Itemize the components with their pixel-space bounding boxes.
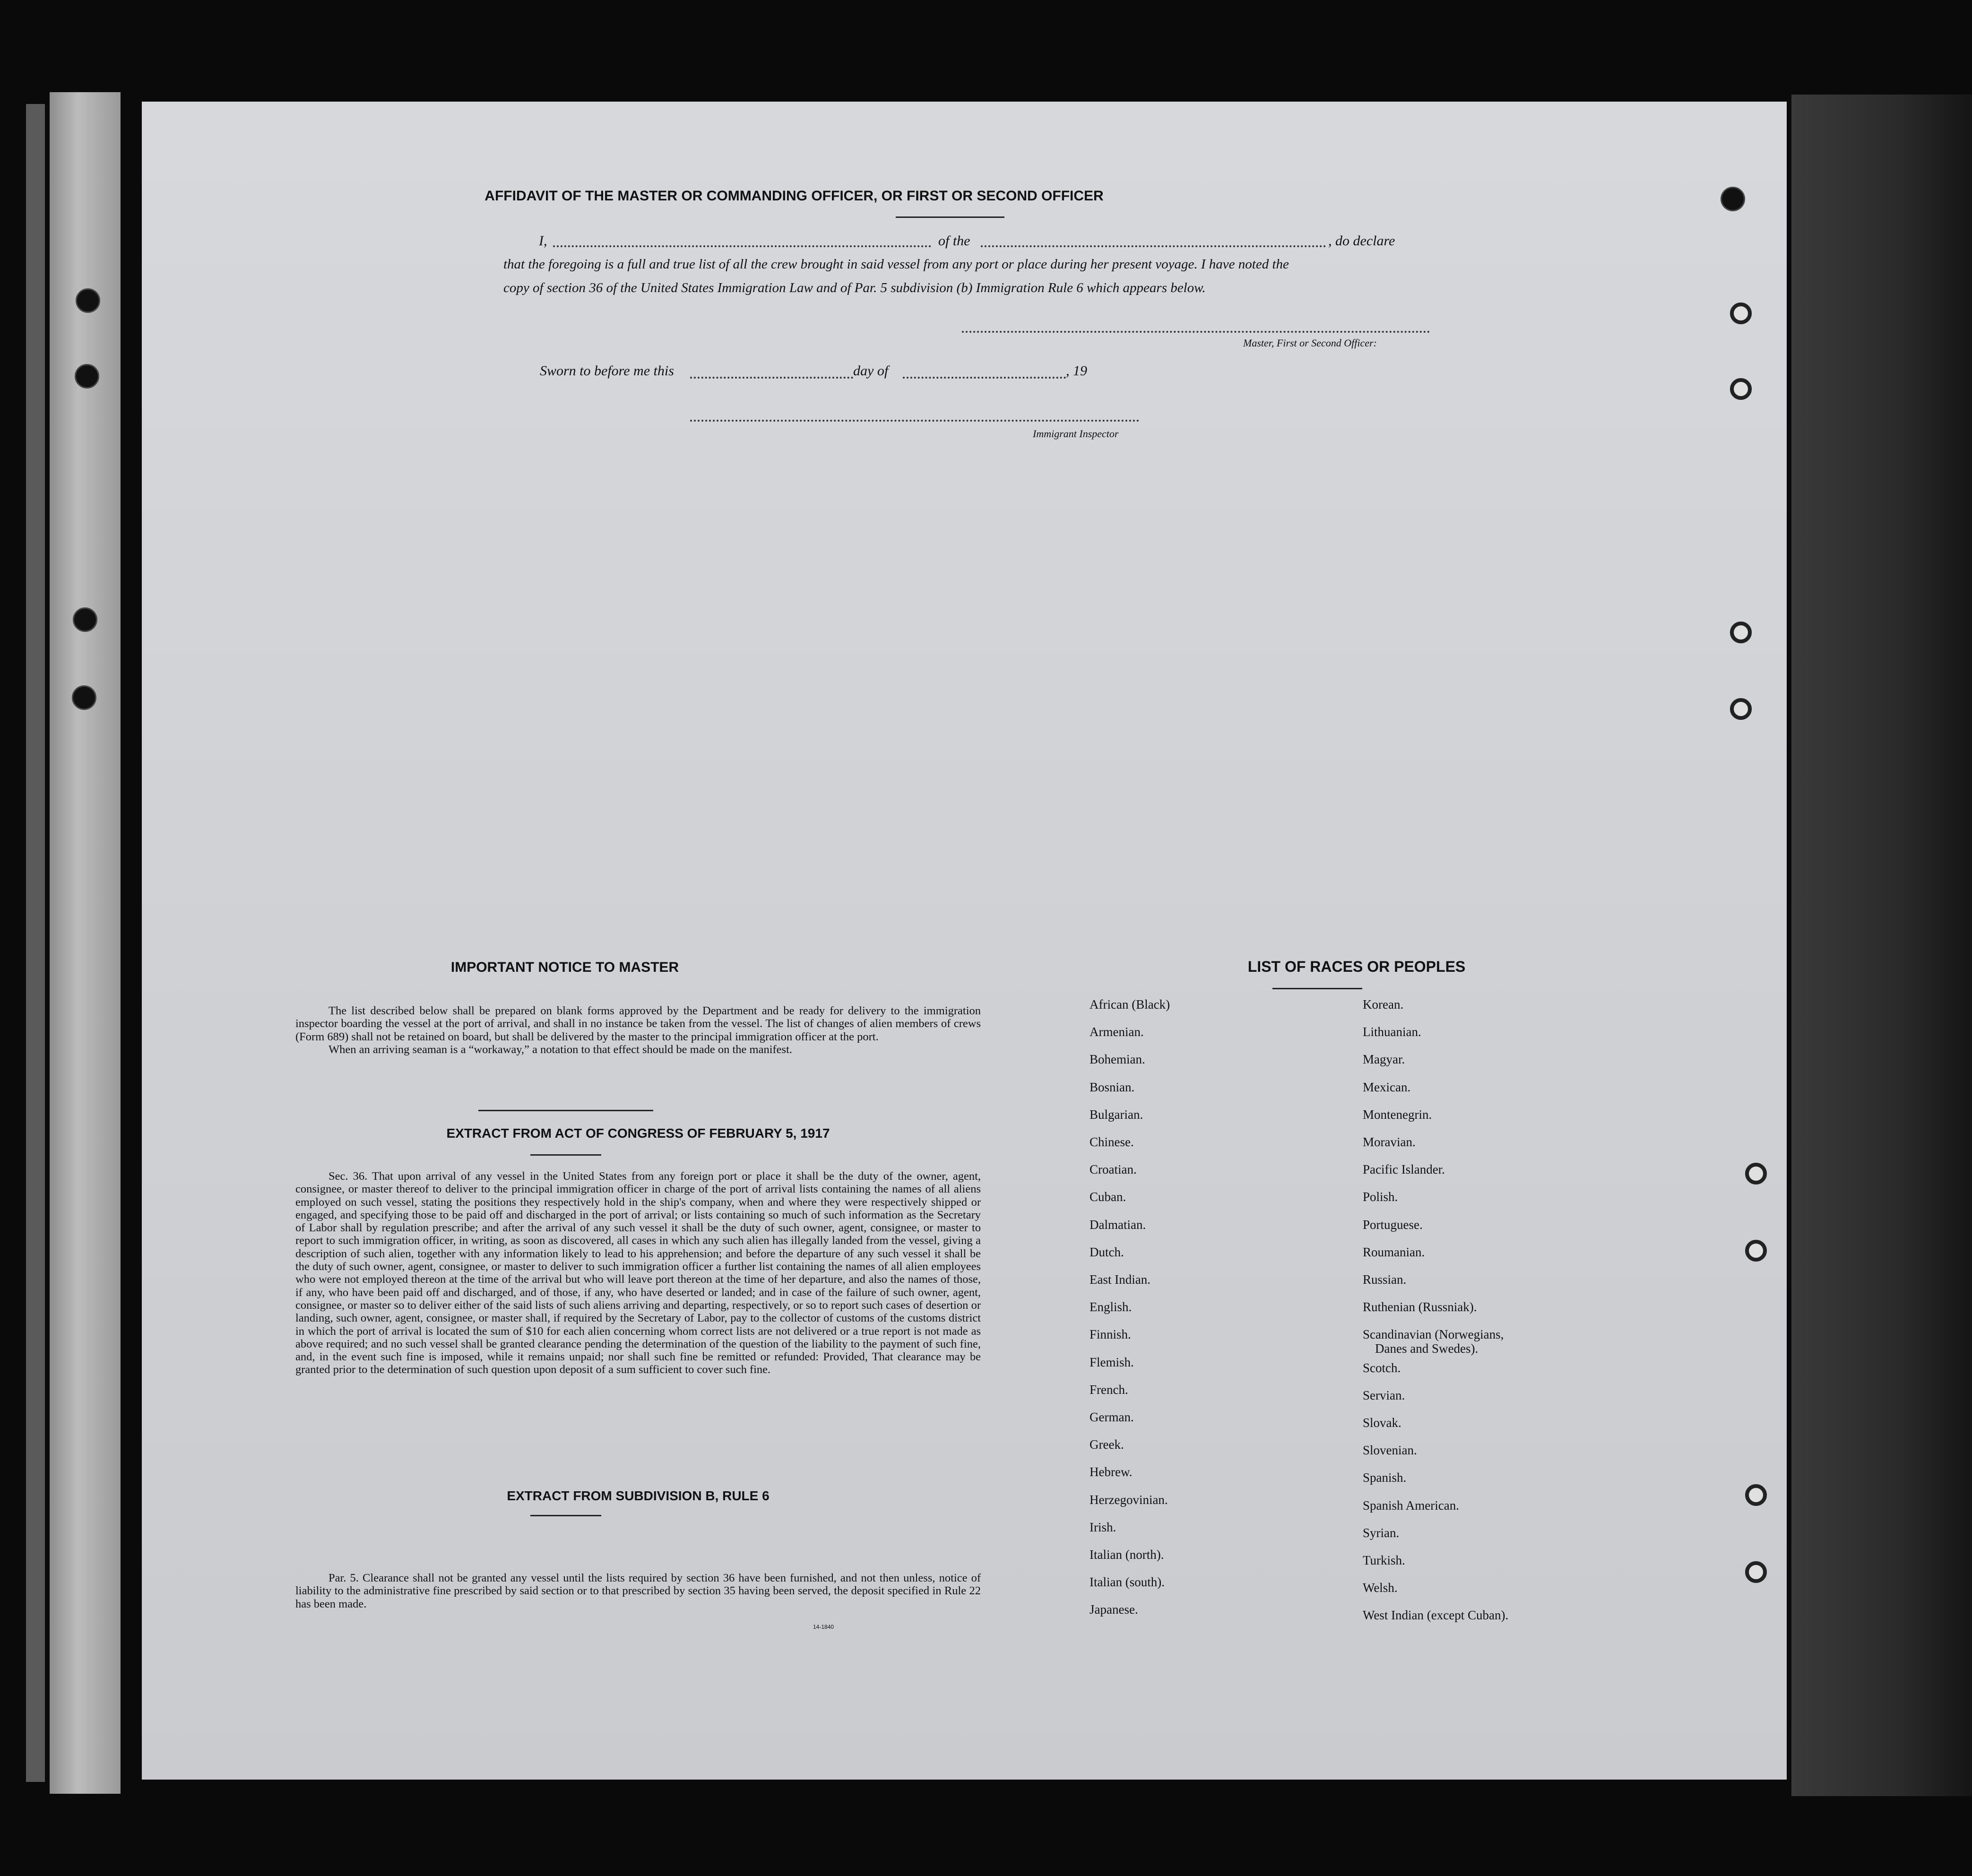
race-item: Montenegrin. [1363, 1107, 1432, 1122]
punch-hole [1730, 698, 1752, 720]
race-item: Chinese. [1090, 1135, 1134, 1149]
paragraph-5-text: Par. 5. Clearance shall not be granted any vessel until the lists required by section 36 have been furnished, and not then unless, notice of liability to the administrative fine prescribed by said section or to that prescribed by section 35 having been served, the deposit specified in Rule 22 has been made. [295, 1572, 981, 1610]
race-item: Servian. [1363, 1388, 1405, 1402]
race-item: Japanese. [1090, 1602, 1138, 1617]
day-of-label: day of [853, 363, 889, 379]
race-item: Bosnian. [1090, 1080, 1135, 1094]
punch-hole [1745, 1484, 1767, 1506]
punch-hole [1721, 187, 1745, 211]
punch-hole [1730, 622, 1752, 643]
punch-hole [1730, 303, 1752, 324]
affidavit-of-the: of the [938, 233, 970, 249]
year-label: , 19 [1066, 363, 1087, 379]
extract-act-text [295, 1170, 981, 1376]
punch-hole [1745, 1240, 1767, 1262]
race-item: Croatian. [1090, 1162, 1137, 1177]
race-item: Bulgarian. [1090, 1107, 1143, 1122]
binding-strip [50, 92, 121, 1794]
race-item: Italian (south). [1090, 1575, 1165, 1590]
punch-hole [1730, 378, 1752, 400]
punch-hole [1745, 1561, 1767, 1583]
race-item: Lithuanian. [1363, 1025, 1421, 1039]
affidavit-i: I, [539, 233, 547, 249]
race-item: Russian. [1363, 1272, 1407, 1287]
punch-hole [1745, 1163, 1767, 1184]
race-item: African (Black) [1090, 997, 1170, 1011]
race-item: Hebrew. [1090, 1465, 1133, 1479]
race-item: Italian (north). [1090, 1547, 1164, 1562]
races-title-rule [1272, 988, 1362, 989]
extract-rule-text [295, 1572, 981, 1610]
race-item: Slovenian. [1363, 1443, 1417, 1458]
races-title: LIST OF RACES OR PEOPLES [1247, 958, 1466, 975]
race-item: Slovak. [1363, 1416, 1401, 1430]
sworn-label: Sworn to before me this [540, 363, 674, 379]
notice-text [295, 1004, 981, 1056]
race-item: Dalmatian. [1090, 1217, 1146, 1232]
race-item: Danes and Swedes). [1375, 1341, 1479, 1356]
race-item: Spanish American. [1363, 1498, 1459, 1513]
master-signature-blank[interactable] [962, 331, 1430, 333]
race-item: Mexican. [1363, 1080, 1411, 1094]
notice-title: IMPORTANT NOTICE TO MASTER [450, 960, 679, 975]
adjacent-page-edge [1791, 95, 1972, 1796]
section-rule [530, 1154, 601, 1156]
race-item: West Indian (except Cuban). [1363, 1608, 1509, 1623]
month-blank[interactable] [903, 377, 1066, 379]
day-blank[interactable] [690, 377, 853, 379]
race-item: East Indian. [1090, 1272, 1150, 1287]
name-blank[interactable] [553, 245, 931, 247]
race-item: Scandinavian (Norwegians, [1363, 1327, 1504, 1342]
manifest-page [142, 102, 1787, 1780]
race-item: Magyar. [1363, 1052, 1405, 1067]
section-rule [530, 1515, 601, 1516]
race-item: Pacific Islander. [1363, 1162, 1445, 1177]
vessel-blank[interactable] [981, 245, 1326, 247]
binding-hole [76, 288, 100, 313]
section-36-text: Sec. 36. That upon arrival of any vessel in the United States from any foreign port or place it shall be the duty of the owner, agent, consignee, or master thereof to deliver to the principal immigration officer in charge of the port of arrival lists containing the names of all aliens employed on such vessel, stating the positions they respectively hold in the ship's company, when and where they were respectively shipped or engaged, and specifying those to be paid off and discharged in the port of arrival; or lists containing so much of such information as the Secretary of Labor shall by regulation prescribe; and after the arrival of any such vessel it shall be the duty of such owner, agent, consignee, or master to report to such immigration officer, in writing, as soon as discovered, all cases in which any such alien has illegally landed from the vessel, giving a description of such alien, together with any information likely to lead to his apprehension; and before the departure of any such vessel it shall be the duty of such owner, agent, consignee, or master to deliver to such immigration officer a further list containing the names of all alien employees who were not employed thereon at the time of the arrival but who will leave port thereon at the time of her departure, and also the names of those, if any, who have been paid off and discharged, and of those, if any, who have deserted or landed; and in case of the failure of such owner, agent, consignee, or master so to deliver either of the said lists of such aliens arriving and departing, respectively, or so to report such cases of desertion or landing, such owner, agent, consignee, or master shall, if required by the Secretary of Labor, pay to the collector of customs of the customs district in which the port of arrival is located the sum of $10 for each alien concerning whom correct lists are not delivered or a true report is not made as above required; and no such vessel shall be granted clearance pending the determination of the question of the liability to the payment of such fine, and, in the event such fine is imposed, while it remains unpaid; nor shall such fine be remitted or refunded: Provided, That clearance may be granted prior to the determination of such question upon deposit of a sum sufficient to cover such fine. [295, 1170, 981, 1376]
race-item: Roumanian. [1363, 1245, 1425, 1259]
race-item: Herzegovinian. [1090, 1492, 1168, 1507]
binding-shadow [26, 104, 45, 1782]
binding-hole [73, 607, 97, 632]
notice-paragraph-2: When an arriving seaman is a “workaway,” a notation to that effect should be made on the manifest. [329, 1043, 793, 1056]
race-item: Portuguese. [1363, 1217, 1423, 1232]
race-item: Welsh. [1363, 1581, 1398, 1595]
master-signature-label: Master, First or Second Officer: [1243, 337, 1377, 349]
race-item: Armenian. [1090, 1025, 1144, 1039]
race-item: Greek. [1090, 1437, 1124, 1452]
affidavit-declare: , do declare [1328, 233, 1395, 249]
affidavit-title: AFFIDAVIT OF THE MASTER OR COMMANDING OFFICER, OR FIRST OR SECOND OFFICER [484, 188, 1104, 204]
extract-rule-title: EXTRACT FROM SUBDIVISION B, RULE 6 [507, 1488, 770, 1503]
race-item: Ruthenian (Russniak). [1363, 1300, 1477, 1314]
race-item: Scotch. [1363, 1360, 1401, 1375]
affidavit-text-line3: copy of section 36 of the United States Immigration Law and of Par. 5 subdivision (b) Immigration Rule 6 which appears below. [503, 280, 1206, 295]
form-number: 14-1840 [813, 1624, 834, 1630]
race-item: Moravian. [1363, 1135, 1416, 1149]
race-item: German. [1090, 1410, 1134, 1424]
race-item: Finnish. [1090, 1327, 1131, 1342]
extract-act-title: EXTRACT FROM ACT OF CONGRESS OF FEBRUARY 5, 1917 [446, 1126, 830, 1141]
binding-hole [75, 364, 99, 389]
notice-paragraph-1: The list described below shall be prepared on blank forms approved by the Department and be ready for delivery to the immigration inspector boarding the vessel at the port of arrival, and shall in no instance be taken from the vessel. The list of changes of alien members of crews (Form 689) shall not be retained on board, but shall be delivered by the master to the principal immigration officer at the port. [295, 1004, 981, 1043]
race-item: Spanish. [1363, 1470, 1407, 1485]
race-item: Cuban. [1090, 1190, 1126, 1204]
race-item: French. [1090, 1382, 1128, 1397]
race-item: Turkish. [1363, 1553, 1405, 1567]
race-item: Flemish. [1090, 1355, 1134, 1369]
race-item: English. [1090, 1300, 1132, 1314]
title-rule [896, 216, 1004, 218]
section-rule [478, 1110, 653, 1111]
binding-hole [72, 685, 96, 710]
race-item: Dutch. [1090, 1245, 1124, 1259]
race-item: Korean. [1363, 997, 1404, 1011]
race-item: Irish. [1090, 1520, 1116, 1534]
inspector-label: Immigrant Inspector [1033, 428, 1119, 440]
race-item: Polish. [1363, 1190, 1398, 1204]
affidavit-text-line2: that the foregoing is a full and true list of all the crew brought in said vessel from any port or place during her present voyage. I have noted the [503, 257, 1289, 272]
race-item: Bohemian. [1090, 1052, 1145, 1067]
race-item: Syrian. [1363, 1525, 1400, 1540]
inspector-signature-blank[interactable] [690, 420, 1139, 422]
